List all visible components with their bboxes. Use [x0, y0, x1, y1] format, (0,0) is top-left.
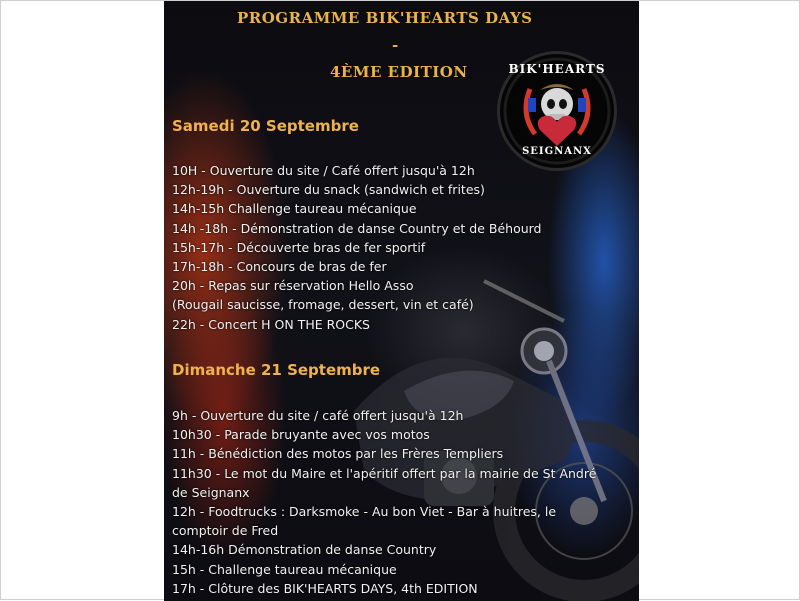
event-poster — [164, 1, 639, 601]
list-item: 11h30 - Le mot du Maire et l'apéritif offert par la mairie de St André — [172, 465, 597, 481]
list-item: 9h - Ouverture du site / café offert jusqu'à 12h — [172, 408, 464, 423]
list-item: 15h-17h - Découverte bras de fer sportif — [172, 239, 426, 255]
edition-title: 4ÈME EDITION — [330, 63, 468, 81]
list-item: 14h-15h Challenge taureau mécanique — [172, 201, 417, 217]
bikhearts-logo — [497, 51, 617, 171]
day2-heading: Dimanche 21 Septembre — [172, 361, 381, 379]
list-item: 12h-19h - Ouverture du snack (sandwich et frites) — [172, 182, 485, 198]
list-item: 10h30 - Parade bruyante avec vos motos — [172, 427, 430, 443]
logo-bottom-text: SEIGNANX — [522, 146, 592, 157]
logo-top-text: BIK'HEARTS — [508, 62, 606, 76]
list-item: 17h - Clôture des BIK'HEARTS DAYS, 4th EDITION — [172, 580, 478, 596]
day1-schedule — [172, 161, 542, 334]
day2-schedule — [172, 406, 596, 598]
list-item: 14h -18h - Démonstration de danse Country et de Béhourd — [172, 220, 542, 236]
poster-title: PROGRAMME BIK'HEARTS DAYS — [237, 9, 533, 27]
list-item: 20h - Repas sur réservation Hello Asso — [172, 278, 414, 294]
list-item: 10H - Ouverture du site / Café offert jusqu'à 12h — [172, 163, 475, 178]
title-separator: - — [392, 36, 399, 54]
list-item: comptoir de Fred — [172, 523, 279, 539]
list-item: 14h-16h Démonstration de danse Country — [172, 542, 437, 558]
list-item: 11h - Bénédiction des motos par les Frères Templiers — [172, 446, 504, 462]
list-item: de Seignanx — [172, 484, 250, 500]
list-item: 17h-18h - Concours de bras de fer — [172, 259, 387, 275]
list-item: 15h - Challenge taureau mécanique — [172, 561, 397, 577]
list-item: 22h - Concert H ON THE ROCKS — [172, 316, 370, 332]
list-item: (Rougail saucisse, fromage, dessert, vin et café) — [172, 297, 474, 313]
list-item: 12h - Foodtrucks : Darksmoke - Au bon Viet - Bar à huitres, le — [172, 504, 557, 520]
day1-heading: Samedi 20 Septembre — [172, 117, 359, 135]
